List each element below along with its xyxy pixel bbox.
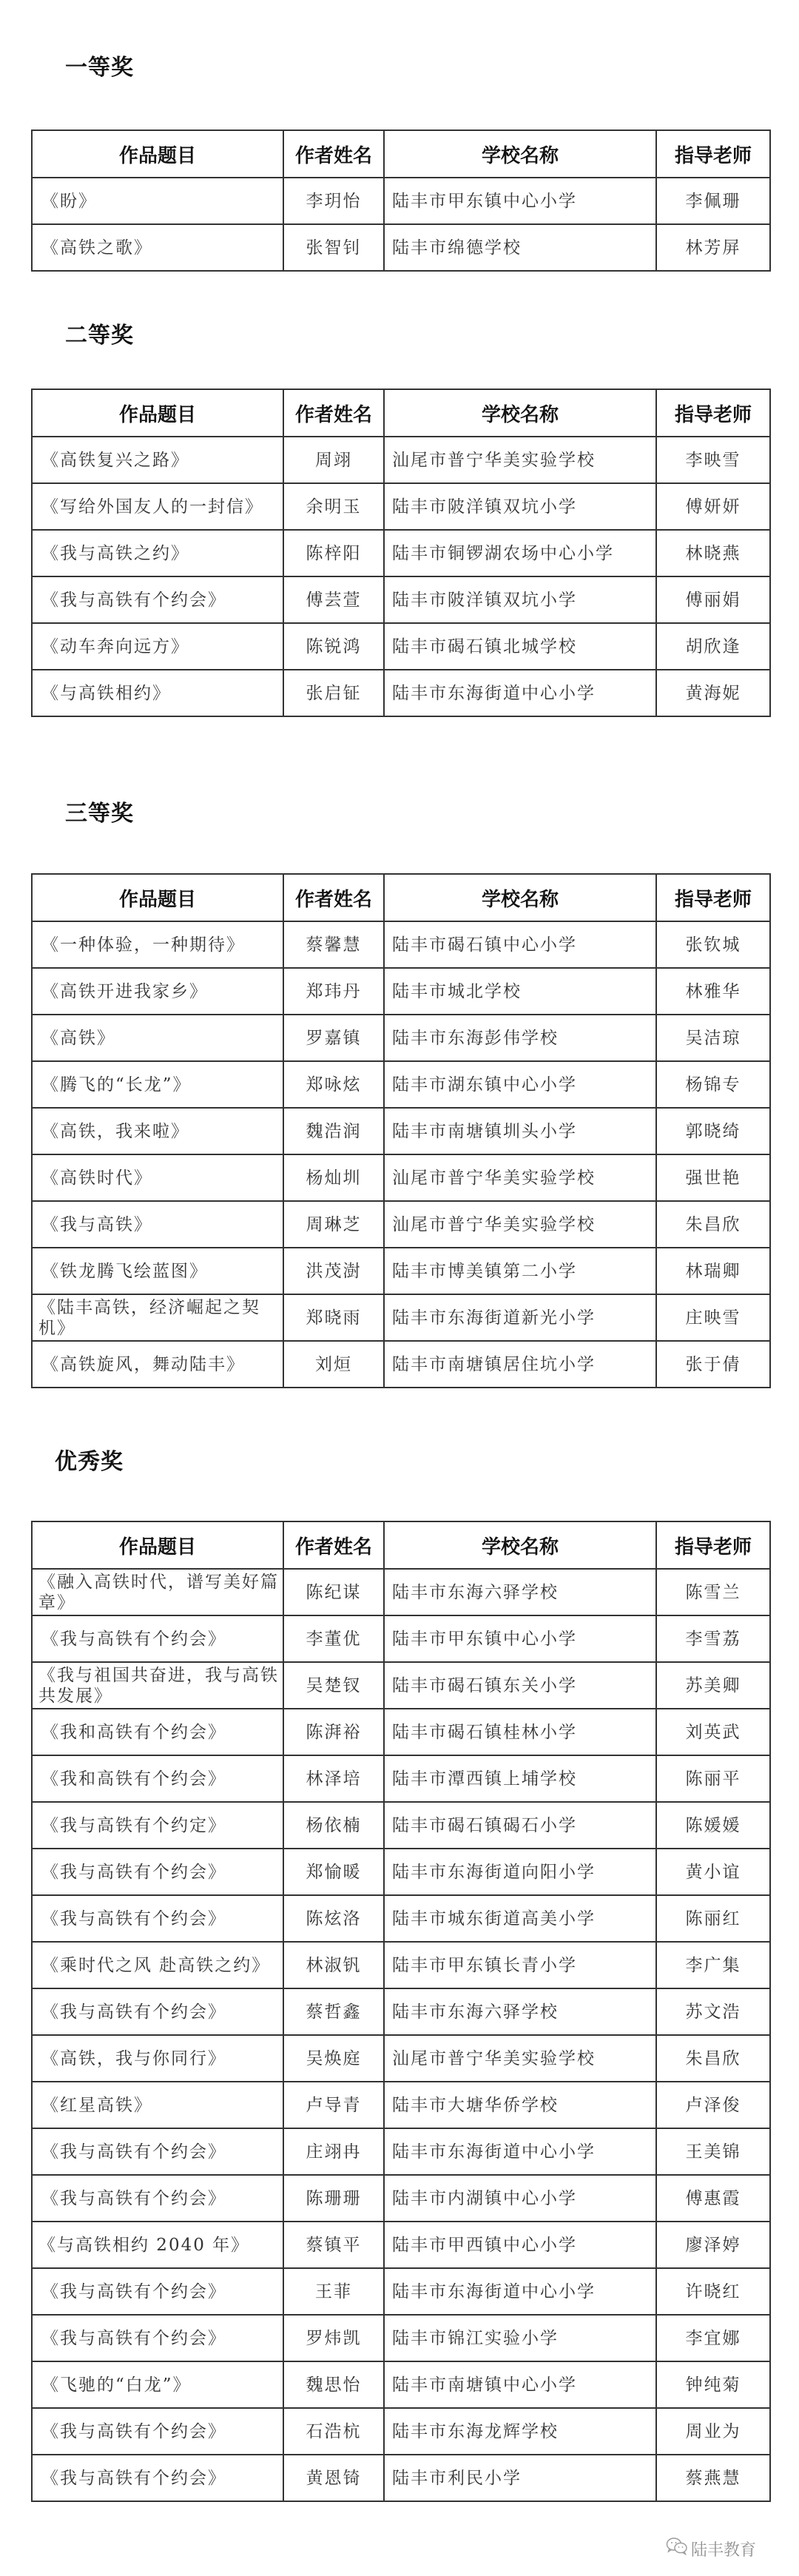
table-row <box>32 483 770 530</box>
teacher-name-cell: 李佩珊 <box>656 178 770 224</box>
table-row <box>32 1154 770 1201</box>
teacher-name-cell: 傅丽娟 <box>656 576 770 623</box>
author-name-cell: 庄翊冉 <box>283 2128 384 2175</box>
author-name-cell: 魏思怡 <box>283 2361 384 2408</box>
work-title-cell: 《与高铁相约》 <box>32 670 283 716</box>
author-name-cell: 洪茂澍 <box>283 1248 384 1294</box>
author-name-cell: 陈湃裕 <box>283 1709 384 1755</box>
work-title-cell: 《写给外国友人的一封信》 <box>32 483 283 530</box>
author-name-cell: 周琳芝 <box>283 1201 384 1248</box>
table-row <box>32 2361 770 2408</box>
teacher-name-cell: 朱昌欣 <box>656 2035 770 2082</box>
work-title-cell: 《高铁，我与你同行》 <box>32 2035 283 2082</box>
school-name-cell: 陆丰市南塘镇居住坑小学 <box>384 1341 656 1388</box>
work-title-cell: 《高铁，我来啦》 <box>32 1108 283 1154</box>
work-title-cell: 《我与高铁有个约会》 <box>32 576 283 623</box>
school-name-cell: 陆丰市东海街道中心小学 <box>384 670 656 716</box>
table-row <box>32 1341 770 1388</box>
work-title-cell: 《我与高铁有个约会》 <box>32 2175 283 2222</box>
school-name-cell: 陆丰市碣石镇北城学校 <box>384 623 656 670</box>
wechat-icon <box>666 2537 688 2560</box>
school-name-cell: 陆丰市南塘镇中心小学 <box>384 2361 656 2408</box>
teacher-name-cell: 苏文浩 <box>656 1988 770 2035</box>
teacher-name-cell: 卢泽俊 <box>656 2082 770 2128</box>
teacher-name-cell: 庄映雪 <box>656 1294 770 1341</box>
teacher-name-cell: 周业为 <box>656 2408 770 2455</box>
work-title-cell: 《乘时代之风 赴高铁之约》 <box>32 1942 283 1988</box>
author-name-cell: 卢导青 <box>283 2082 384 2128</box>
teacher-name-cell: 胡欣逢 <box>656 623 770 670</box>
work-title-cell: 《我与高铁有个约会》 <box>32 2315 283 2361</box>
column-header-author: 作者姓名 <box>283 1521 384 1569</box>
school-name-cell: 陆丰市东海街道新光小学 <box>384 1294 656 1341</box>
teacher-name-cell: 钟纯菊 <box>656 2361 770 2408</box>
work-title-cell: 《我与高铁有个约会》 <box>32 2268 283 2315</box>
school-name-cell: 陆丰市碣石镇中心小学 <box>384 921 656 968</box>
teacher-name-cell: 黄海妮 <box>656 670 770 716</box>
author-name-cell: 张启钲 <box>283 670 384 716</box>
table-row <box>32 1942 770 1988</box>
teacher-name-cell: 蔡燕慧 <box>656 2455 770 2501</box>
author-name-cell: 杨灿圳 <box>283 1154 384 1201</box>
work-title-cell: 《铁龙腾飞绘蓝图》 <box>32 1248 283 1294</box>
school-name-cell: 陆丰市利民小学 <box>384 2455 656 2501</box>
author-name-cell: 石浩杭 <box>283 2408 384 2455</box>
table-row <box>32 530 770 576</box>
table-row <box>32 2175 770 2222</box>
teacher-name-cell: 李映雪 <box>656 437 770 483</box>
author-name-cell: 魏浩润 <box>283 1108 384 1154</box>
teacher-name-cell: 杨锦专 <box>656 1061 770 1108</box>
teacher-name-cell: 苏美卿 <box>656 1662 770 1709</box>
school-name-cell: 陆丰市大塘华侨学校 <box>384 2082 656 2128</box>
column-header-title: 作品题目 <box>32 1521 283 1569</box>
author-name-cell: 郑咏炫 <box>283 1061 384 1108</box>
author-name-cell: 郑晓雨 <box>283 1294 384 1341</box>
teacher-name-cell: 傅妍妍 <box>656 483 770 530</box>
table-row <box>32 1802 770 1849</box>
teacher-name-cell: 李广集 <box>656 1942 770 1988</box>
table-row <box>32 1662 770 1709</box>
column-header-teacher: 指导老师 <box>656 389 770 437</box>
teacher-name-cell: 陈雪兰 <box>656 1569 770 1615</box>
table-row <box>32 1615 770 1662</box>
teacher-name-cell: 林瑞卿 <box>656 1248 770 1294</box>
work-title-cell: 《盼》 <box>32 178 283 224</box>
work-title-cell: 《高铁旋风，舞动陆丰》 <box>32 1341 283 1388</box>
author-name-cell: 林淑钒 <box>283 1942 384 1988</box>
table-row <box>32 670 770 716</box>
author-name-cell: 郑玮丹 <box>283 968 384 1015</box>
teacher-name-cell: 李宜娜 <box>656 2315 770 2361</box>
section-heading: 优秀奖 <box>55 1449 124 1475</box>
school-name-cell: 陆丰市锦江实验小学 <box>384 2315 656 2361</box>
work-title-cell: 《我与高铁有个约会》 <box>32 2128 283 2175</box>
work-title-cell: 《高铁开进我家乡》 <box>32 968 283 1015</box>
table-row <box>32 968 770 1015</box>
work-title-cell: 《高铁之歌》 <box>32 224 283 271</box>
work-title-cell: 《腾飞的“长龙”》 <box>32 1061 283 1108</box>
table-row <box>32 1108 770 1154</box>
school-name-cell: 陆丰市碣石镇东关小学 <box>384 1662 656 1709</box>
author-name-cell: 蔡馨慧 <box>283 921 384 968</box>
teacher-name-cell: 张钦城 <box>656 921 770 968</box>
school-name-cell: 陆丰市南塘镇圳头小学 <box>384 1108 656 1154</box>
table-row <box>32 576 770 623</box>
author-name-cell: 陈炫洛 <box>283 1895 384 1942</box>
teacher-name-cell: 张于倩 <box>656 1341 770 1388</box>
work-title-cell: 《与高铁相约 2040 年》 <box>32 2222 283 2268</box>
table-header-row <box>32 1521 770 1569</box>
work-title-cell: 《我与高铁有个约定》 <box>32 1802 283 1849</box>
table-row <box>32 1895 770 1942</box>
author-name-cell: 陈纪谋 <box>283 1569 384 1615</box>
teacher-name-cell: 陈媛媛 <box>656 1802 770 1849</box>
work-title-cell: 《动车奔向远方》 <box>32 623 283 670</box>
work-title-cell: 《我与高铁之约》 <box>32 530 283 576</box>
teacher-name-cell: 林芳屏 <box>656 224 770 271</box>
table-row <box>32 1061 770 1108</box>
author-name-cell: 蔡哲鑫 <box>283 1988 384 2035</box>
work-title-cell: 《我与高铁有个约会》 <box>32 2408 283 2455</box>
teacher-name-cell: 黄小谊 <box>656 1849 770 1895</box>
author-name-cell: 李董优 <box>283 1615 384 1662</box>
author-name-cell: 罗嘉镇 <box>283 1015 384 1061</box>
work-title-cell: 《高铁时代》 <box>32 1154 283 1201</box>
column-header-teacher: 指导老师 <box>656 874 770 921</box>
teacher-name-cell: 陈丽平 <box>656 1755 770 1802</box>
school-name-cell: 陆丰市湖东镇中心小学 <box>384 1061 656 1108</box>
table-row <box>32 1294 770 1341</box>
teacher-name-cell: 陈丽红 <box>656 1895 770 1942</box>
work-title-cell: 《我和高铁有个约会》 <box>32 1755 283 1802</box>
table-row <box>32 437 770 483</box>
author-name-cell: 陈珊珊 <box>283 2175 384 2222</box>
column-header-author: 作者姓名 <box>283 389 384 437</box>
work-title-cell: 《我与高铁有个约会》 <box>32 1615 283 1662</box>
work-title-cell: 《我和高铁有个约会》 <box>32 1709 283 1755</box>
column-header-school: 学校名称 <box>384 874 656 921</box>
column-header-author: 作者姓名 <box>283 130 384 178</box>
table-row <box>32 1709 770 1755</box>
teacher-name-cell: 强世艳 <box>656 1154 770 1201</box>
watermark-text: 陆丰教育 <box>691 2540 757 2560</box>
school-name-cell: 陆丰市甲东镇中心小学 <box>384 178 656 224</box>
work-title-cell: 《陆丰高铁，经济崛起之契机》 <box>32 1294 283 1341</box>
teacher-name-cell: 郭晓绮 <box>656 1108 770 1154</box>
school-name-cell: 陆丰市内湖镇中心小学 <box>384 2175 656 2222</box>
author-name-cell: 李玥怡 <box>283 178 384 224</box>
author-name-cell: 吴焕庭 <box>283 2035 384 2082</box>
column-header-school: 学校名称 <box>384 130 656 178</box>
school-name-cell: 陆丰市绵德学校 <box>384 224 656 271</box>
teacher-name-cell: 傅惠霞 <box>656 2175 770 2222</box>
author-name-cell: 杨依楠 <box>283 1802 384 1849</box>
author-name-cell: 林泽培 <box>283 1755 384 1802</box>
award-table <box>31 873 771 1388</box>
table-row <box>32 1988 770 2035</box>
work-title-cell: 《高铁复兴之路》 <box>32 437 283 483</box>
school-name-cell: 汕尾市普宁华美实验学校 <box>384 2035 656 2082</box>
school-name-cell: 汕尾市普宁华美实验学校 <box>384 1154 656 1201</box>
school-name-cell: 汕尾市普宁华美实验学校 <box>384 1201 656 1248</box>
teacher-name-cell: 吴洁琼 <box>656 1015 770 1061</box>
school-name-cell: 陆丰市甲东镇长青小学 <box>384 1942 656 1988</box>
work-title-cell: 《红星高铁》 <box>32 2082 283 2128</box>
table-row <box>32 178 770 224</box>
table-row <box>32 2035 770 2082</box>
school-name-cell: 陆丰市东海彭伟学校 <box>384 1015 656 1061</box>
school-name-cell: 汕尾市普宁华美实验学校 <box>384 437 656 483</box>
author-name-cell: 刘烜 <box>283 1341 384 1388</box>
table-row <box>32 2128 770 2175</box>
section-heading: 一等奖 <box>65 55 134 81</box>
school-name-cell: 陆丰市东海六驿学校 <box>384 1988 656 2035</box>
section-heading: 三等奖 <box>65 801 134 827</box>
school-name-cell: 陆丰市铜锣湖农场中心小学 <box>384 530 656 576</box>
column-header-school: 学校名称 <box>384 1521 656 1569</box>
author-name-cell: 周翊 <box>283 437 384 483</box>
school-name-cell: 陆丰市陂洋镇双坑小学 <box>384 483 656 530</box>
table-row <box>32 2222 770 2268</box>
table-row <box>32 2082 770 2128</box>
column-header-school: 学校名称 <box>384 389 656 437</box>
award-table <box>31 1521 771 2502</box>
watermark <box>666 2537 756 2560</box>
teacher-name-cell: 林晓燕 <box>656 530 770 576</box>
teacher-name-cell: 刘英武 <box>656 1709 770 1755</box>
author-name-cell: 郑愉暖 <box>283 1849 384 1895</box>
teacher-name-cell: 王美锦 <box>656 2128 770 2175</box>
column-header-title: 作品题目 <box>32 874 283 921</box>
teacher-name-cell: 许晓红 <box>656 2268 770 2315</box>
author-name-cell: 陈锐鸿 <box>283 623 384 670</box>
table-row <box>32 2455 770 2501</box>
work-title-cell: 《一种体验，一种期待》 <box>32 921 283 968</box>
teacher-name-cell: 朱昌欣 <box>656 1201 770 1248</box>
table-header-row <box>32 874 770 921</box>
school-name-cell: 陆丰市东海街道中心小学 <box>384 2128 656 2175</box>
school-name-cell: 陆丰市甲东镇中心小学 <box>384 1615 656 1662</box>
work-title-cell: 《我与高铁有个约会》 <box>32 2455 283 2501</box>
table-header-row <box>32 389 770 437</box>
table-row <box>32 1201 770 1248</box>
work-title-cell: 《我与高铁》 <box>32 1201 283 1248</box>
work-title-cell: 《我与高铁有个约会》 <box>32 1988 283 2035</box>
school-name-cell: 陆丰市城北学校 <box>384 968 656 1015</box>
table-row <box>32 1849 770 1895</box>
award-table <box>31 389 771 717</box>
table-row <box>32 2408 770 2455</box>
table-row <box>32 1755 770 1802</box>
table-row <box>32 1015 770 1061</box>
author-name-cell: 蔡镇平 <box>283 2222 384 2268</box>
work-title-cell: 《我与高铁有个约会》 <box>32 1849 283 1895</box>
author-name-cell: 张智钊 <box>283 224 384 271</box>
work-title-cell: 《融入高铁时代，谱写美好篇章》 <box>32 1569 283 1615</box>
work-title-cell: 《我与祖国共奋进，我与高铁共发展》 <box>32 1662 283 1709</box>
school-name-cell: 陆丰市碣石镇碣石小学 <box>384 1802 656 1849</box>
school-name-cell: 陆丰市碣石镇桂林小学 <box>384 1709 656 1755</box>
teacher-name-cell: 林雅华 <box>656 968 770 1015</box>
column-header-title: 作品题目 <box>32 389 283 437</box>
column-header-title: 作品题目 <box>32 130 283 178</box>
teacher-name-cell: 廖泽婷 <box>656 2222 770 2268</box>
school-name-cell: 陆丰市甲西镇中心小学 <box>384 2222 656 2268</box>
table-row <box>32 921 770 968</box>
table-row <box>32 224 770 271</box>
work-title-cell: 《我与高铁有个约会》 <box>32 1895 283 1942</box>
school-name-cell: 陆丰市城东街道高美小学 <box>384 1895 656 1942</box>
section-heading: 二等奖 <box>65 323 134 349</box>
award-table <box>31 130 771 272</box>
teacher-name-cell: 李雪荔 <box>656 1615 770 1662</box>
column-header-author: 作者姓名 <box>283 874 384 921</box>
table-row <box>32 2315 770 2361</box>
column-header-teacher: 指导老师 <box>656 1521 770 1569</box>
work-title-cell: 《飞驰的“白龙”》 <box>32 2361 283 2408</box>
table-row <box>32 1248 770 1294</box>
author-name-cell: 黄恩锜 <box>283 2455 384 2501</box>
author-name-cell: 陈梓阳 <box>283 530 384 576</box>
author-name-cell: 傅芸萱 <box>283 576 384 623</box>
school-name-cell: 陆丰市陂洋镇双坑小学 <box>384 576 656 623</box>
column-header-teacher: 指导老师 <box>656 130 770 178</box>
table-row <box>32 2268 770 2315</box>
work-title-cell: 《高铁》 <box>32 1015 283 1061</box>
school-name-cell: 陆丰市博美镇第二小学 <box>384 1248 656 1294</box>
table-row <box>32 1569 770 1615</box>
author-name-cell: 余明玉 <box>283 483 384 530</box>
school-name-cell: 陆丰市潭西镇上埔学校 <box>384 1755 656 1802</box>
school-name-cell: 陆丰市东海六驿学校 <box>384 1569 656 1615</box>
table-row <box>32 623 770 670</box>
table-header-row <box>32 130 770 178</box>
school-name-cell: 陆丰市东海街道向阳小学 <box>384 1849 656 1895</box>
author-name-cell: 吴楚钗 <box>283 1662 384 1709</box>
school-name-cell: 陆丰市东海街道中心小学 <box>384 2268 656 2315</box>
author-name-cell: 王菲 <box>283 2268 384 2315</box>
author-name-cell: 罗炜凯 <box>283 2315 384 2361</box>
school-name-cell: 陆丰市东海龙辉学校 <box>384 2408 656 2455</box>
